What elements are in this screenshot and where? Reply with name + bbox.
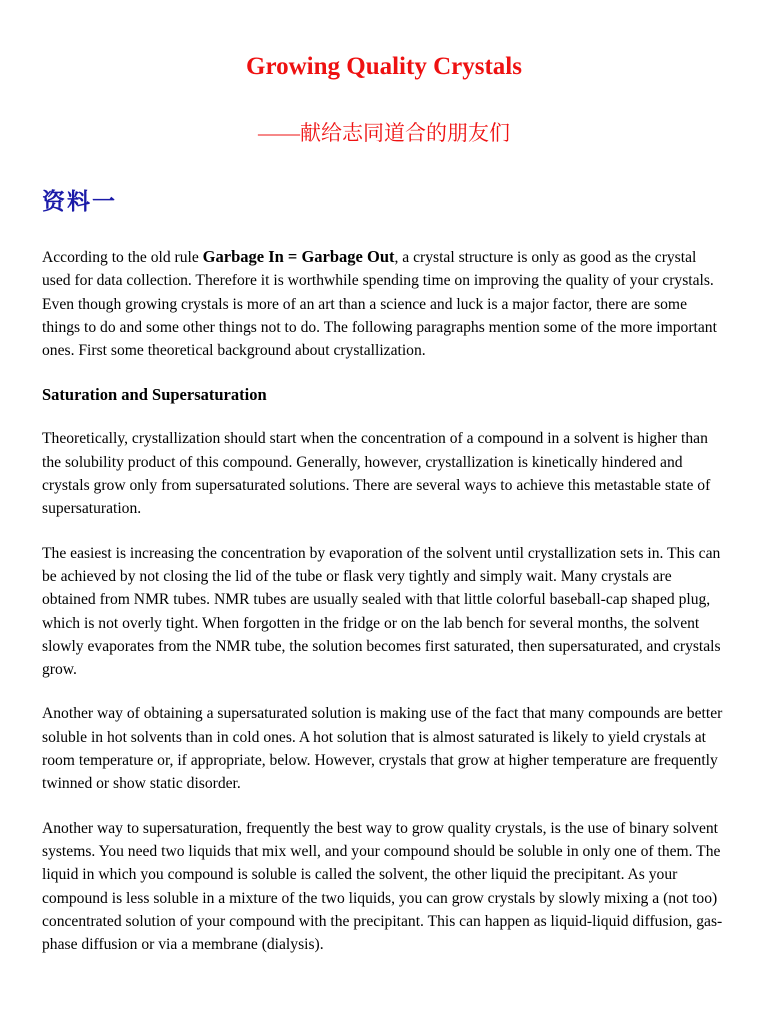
page-subtitle: ——献给志同道合的朋友们 [258,121,510,145]
intro-paragraph [42,245,726,362]
subheading: Saturation and Supersaturation [42,385,267,405]
body-paragraph-4: Another way to supersaturation, frequently the best way to grow quality crystals, is the use of binary solvent systems. You need two liquids that mix well, and your compound should be soluble in only one of them. The liquid in which you compound is soluble is called the solvent, the other liquid the precipitant. As your compound is less soluble in a mixture of the two liquids, you can grow crystals by slowly mixing a (not too) concentrated solution of your compound with the precipitant. This can happen as liquid-liquid diffusion, gas-phase diffusion or via a membrane (dialysis). [42,819,723,954]
intro-text-before: According to the old rule [42,249,203,266]
body-paragraph-3: Another way of obtaining a supersaturated solution is making use of the fact that many compounds are better soluble in hot solvents than in cold ones. A hot solution that is almost saturated is likely to yield crystals at room temperature or, if appropriate, below. However, crystals that grow at higher temperature are frequently twinned or show static disorder. [42,705,723,793]
intro-text-after: , a crystal structure is only as good as the crystal used for data collection. Therefore it is worthwhile spending time on improving the quality of your crystals. Even though growing crystals is more of an art than a science and luck is a major factor, there are some things to do and some other things not to do. The following paragraphs mention some of the more important ones. First some theoretical background about crystallization. [42,249,717,360]
body-paragraph-2: The easiest is increasing the concentration by evaporation of the solvent until crystallization sets in. This can be achieved by not closing the lid of the tube or flask very tightly and simply wait. Many crystals are obtained from NMR tubes. NMR tubes are usually sealed with that little colorful baseball-cap shaped plug, which is not overly tight. When forgotten in the fridge or on the lab bench for several months, the solvent slowly evaporates from the NMR tube, the solution becomes first saturated, then supersaturated, and crystals grow. [42,544,721,679]
intro-emphasis: Garbage In = Garbage Out [202,247,395,266]
body-paragraph-1: Theoretically, crystallization should start when the concentration of a compound in a solvent is higher than the solubility product of this compound. Generally, however, crystallization is kinetically hindered and crystals grow only from supersaturated solutions. There are several ways to achieve this metastable state of supersaturation. [42,430,711,518]
document-body [42,245,726,977]
section-heading: 资料一 [42,189,117,214]
page-title: Growing Quality Crystals [246,53,522,80]
